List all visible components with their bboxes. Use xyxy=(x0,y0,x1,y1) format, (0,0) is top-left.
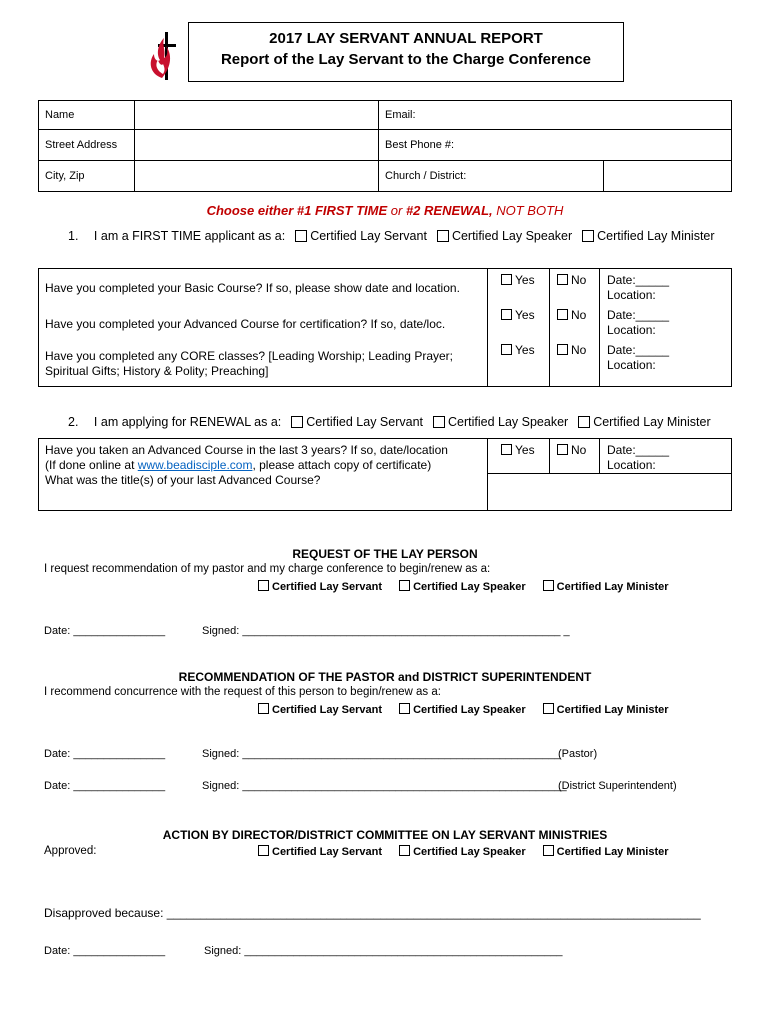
table-row xyxy=(39,339,731,387)
basic-no-label: No xyxy=(571,273,587,287)
renew-servant-checkbox[interactable] xyxy=(291,416,303,428)
renew-minister-checkbox[interactable] xyxy=(578,416,590,428)
title-box xyxy=(188,22,624,82)
renewal-number: 2. xyxy=(68,415,79,429)
choose-part3: NOT BOTH xyxy=(492,203,564,218)
request-date-field[interactable]: Date: _______________ xyxy=(44,625,166,637)
core-no-checkbox[interactable] xyxy=(557,344,568,355)
renew-speaker-label: Certified Lay Speaker xyxy=(448,415,569,429)
core-yes-checkbox[interactable] xyxy=(501,344,512,355)
beadisciple-link[interactable]: www.beadisciple.com xyxy=(137,458,253,472)
request-title: REQUEST OF THE LAY PERSON xyxy=(292,547,478,561)
phone-label: Best Phone #: xyxy=(385,139,455,151)
request-servant-checkbox[interactable] xyxy=(258,580,269,591)
core-question-line1: Have you completed any CORE classes? [Leading Worship; Leading Prayer; xyxy=(45,349,453,363)
renewal-question-line1: Have you taken an Advanced Course in the last 3 years? If so, date/location xyxy=(45,443,448,457)
renewal-yes-checkbox[interactable] xyxy=(501,444,512,455)
rec-speaker-label: Certified Lay Speaker xyxy=(413,704,526,716)
city-field[interactable] xyxy=(135,161,379,192)
renewal-no-checkbox[interactable] xyxy=(557,444,568,455)
name-field[interactable] xyxy=(135,101,379,130)
first-time-number: 1. xyxy=(68,229,79,243)
first-minister-checkbox[interactable] xyxy=(582,230,594,242)
action-servant-label: Certified Lay Servant xyxy=(272,846,383,858)
church-field[interactable] xyxy=(604,161,732,192)
street-label: Street Address xyxy=(39,130,135,161)
first-servant-label: Certified Lay Servant xyxy=(310,229,427,243)
first-time-label: I am a FIRST TIME applicant as a: xyxy=(93,229,286,243)
advanced-no-checkbox[interactable] xyxy=(557,309,568,320)
basic-no-checkbox[interactable] xyxy=(557,274,568,285)
first-servant-checkbox[interactable] xyxy=(295,230,307,242)
rec-minister-label: Certified Lay Minister xyxy=(556,704,669,716)
request-minister-label: Certified Lay Minister xyxy=(556,581,669,593)
basic-yes-label: Yes xyxy=(515,273,535,287)
advanced-course-question: Have you completed your Advanced Course for certification? If so, date/loc. xyxy=(45,317,446,331)
renewal-question-line3: What was the title(s) of your last Advanced Course? xyxy=(45,473,321,487)
advanced-no-label: No xyxy=(571,308,587,322)
renewal-label: I am applying for RENEWAL as a: xyxy=(93,415,282,429)
renew-speaker-checkbox[interactable] xyxy=(433,416,445,428)
action-options xyxy=(258,845,683,858)
renewal-location-field[interactable]: Location: xyxy=(607,458,656,472)
request-signature-field[interactable]: Signed: ____________________________________________________ _ xyxy=(202,625,570,637)
request-speaker-checkbox[interactable] xyxy=(399,580,410,591)
first-minister-label: Certified Lay Minister xyxy=(597,229,715,243)
approved-label: Approved: xyxy=(44,845,97,857)
renew-servant-label: Certified Lay Servant xyxy=(306,415,423,429)
basic-location-field[interactable]: Location: xyxy=(607,288,656,302)
renew-minister-label: Certified Lay Minister xyxy=(593,415,711,429)
recommendation-options xyxy=(258,703,683,716)
table-row xyxy=(39,269,731,303)
first-speaker-label: Certified Lay Speaker xyxy=(451,229,573,243)
renewal-line2-pre: (If done online at xyxy=(45,458,138,472)
renewal-line2-post: , please attach copy of certificate) xyxy=(252,458,432,472)
renewal-question-line2 xyxy=(45,458,490,473)
email-field[interactable] xyxy=(379,101,732,130)
action-date-field[interactable]: Date: _______________ xyxy=(44,945,166,957)
action-speaker-label: Certified Lay Speaker xyxy=(413,846,526,858)
first-time-line xyxy=(68,229,715,243)
action-minister-label: Certified Lay Minister xyxy=(556,846,669,858)
core-no-label: No xyxy=(571,343,587,357)
renewal-date-field[interactable]: Date:_____ xyxy=(607,443,670,457)
action-title: ACTION BY DIRECTOR/DISTRICT COMMITTEE ON LAY SERVANT MINISTRIES xyxy=(162,828,608,842)
advanced-yes-label: Yes xyxy=(515,308,535,322)
email-label: Email: xyxy=(385,109,416,121)
renewal-questions-table xyxy=(38,438,732,511)
request-options xyxy=(258,580,683,593)
core-date-field[interactable]: Date:_____ xyxy=(607,343,670,357)
name-label: Name xyxy=(39,101,135,130)
report-subtitle: Report of the Lay Servant to the Charge Conference xyxy=(220,51,592,68)
basic-date-field[interactable]: Date:_____ xyxy=(607,273,670,287)
core-question-line2: Spiritual Gifts; History & Polity; Preaching] xyxy=(45,364,269,378)
action-signature-field[interactable]: Signed: ____________________________________________________ xyxy=(204,945,563,957)
recommendation-text: I recommend concurrence with the request of this person to begin/renew as a: xyxy=(44,686,441,698)
core-location-field[interactable]: Location: xyxy=(607,358,656,372)
rec-servant-checkbox[interactable] xyxy=(258,703,269,714)
choose-instruction xyxy=(0,203,770,218)
pastor-signature-field[interactable]: Signed: ____________________________________________________ xyxy=(202,748,561,760)
first-time-questions-table xyxy=(38,268,732,387)
advanced-yes-checkbox[interactable] xyxy=(501,309,512,320)
ds-date-field[interactable]: Date: _______________ xyxy=(44,780,166,792)
advanced-renewal-question xyxy=(45,443,490,488)
street-field[interactable] xyxy=(135,130,379,161)
ds-role-label: (District Superintendent) xyxy=(558,780,677,792)
request-speaker-label: Certified Lay Speaker xyxy=(413,581,526,593)
action-speaker-checkbox[interactable] xyxy=(399,845,410,856)
rec-minister-checkbox[interactable] xyxy=(543,703,554,714)
advanced-date-field[interactable]: Date:_____ xyxy=(607,308,670,322)
core-yes-label: Yes xyxy=(515,343,535,357)
basic-yes-checkbox[interactable] xyxy=(501,274,512,285)
choose-part2: #2 RENEWAL, xyxy=(402,203,493,218)
request-text: I request recommendation of my pastor and my charge conference to begin/renew as a: xyxy=(44,563,491,575)
recommendation-title: RECOMMENDATION OF THE PASTOR and DISTRICT SUPERINTENDENT xyxy=(178,670,592,684)
contact-info-table xyxy=(38,100,732,192)
basic-course-question: Have you completed your Basic Course? If so, please show date and location. xyxy=(45,281,460,295)
renewal-yes-label: Yes xyxy=(515,443,535,457)
disapproved-field[interactable]: Disapproved because: ________________________________________________________________________________ xyxy=(44,906,701,920)
renewal-no-label: No xyxy=(571,443,587,457)
pastor-date-field[interactable]: Date: _______________ xyxy=(44,748,166,760)
table-row xyxy=(39,303,731,339)
choose-part1: Choose either #1 FIRST TIME xyxy=(206,203,391,218)
advanced-location-field[interactable]: Location: xyxy=(607,323,656,337)
pastor-role-label: (Pastor) xyxy=(558,748,598,760)
core-classes-question xyxy=(45,349,485,379)
renewal-line xyxy=(68,415,711,429)
city-label: City, Zip xyxy=(39,161,135,192)
phone-field[interactable] xyxy=(379,130,732,161)
rec-servant-label: Certified Lay Servant xyxy=(272,704,383,716)
request-servant-label: Certified Lay Servant xyxy=(272,581,383,593)
action-servant-checkbox[interactable] xyxy=(258,845,269,856)
cross-flame-logo-icon xyxy=(146,30,182,82)
request-minister-checkbox[interactable] xyxy=(543,580,554,591)
ds-signature-field[interactable]: Signed: _____________________________________________________ xyxy=(202,780,567,792)
church-label: Church / District: xyxy=(379,161,604,192)
choose-or: or xyxy=(390,203,403,218)
first-speaker-checkbox[interactable] xyxy=(437,230,449,242)
rec-speaker-checkbox[interactable] xyxy=(399,703,410,714)
action-minister-checkbox[interactable] xyxy=(543,845,554,856)
report-title: 2017 LAY SERVANT ANNUAL REPORT xyxy=(269,30,543,47)
